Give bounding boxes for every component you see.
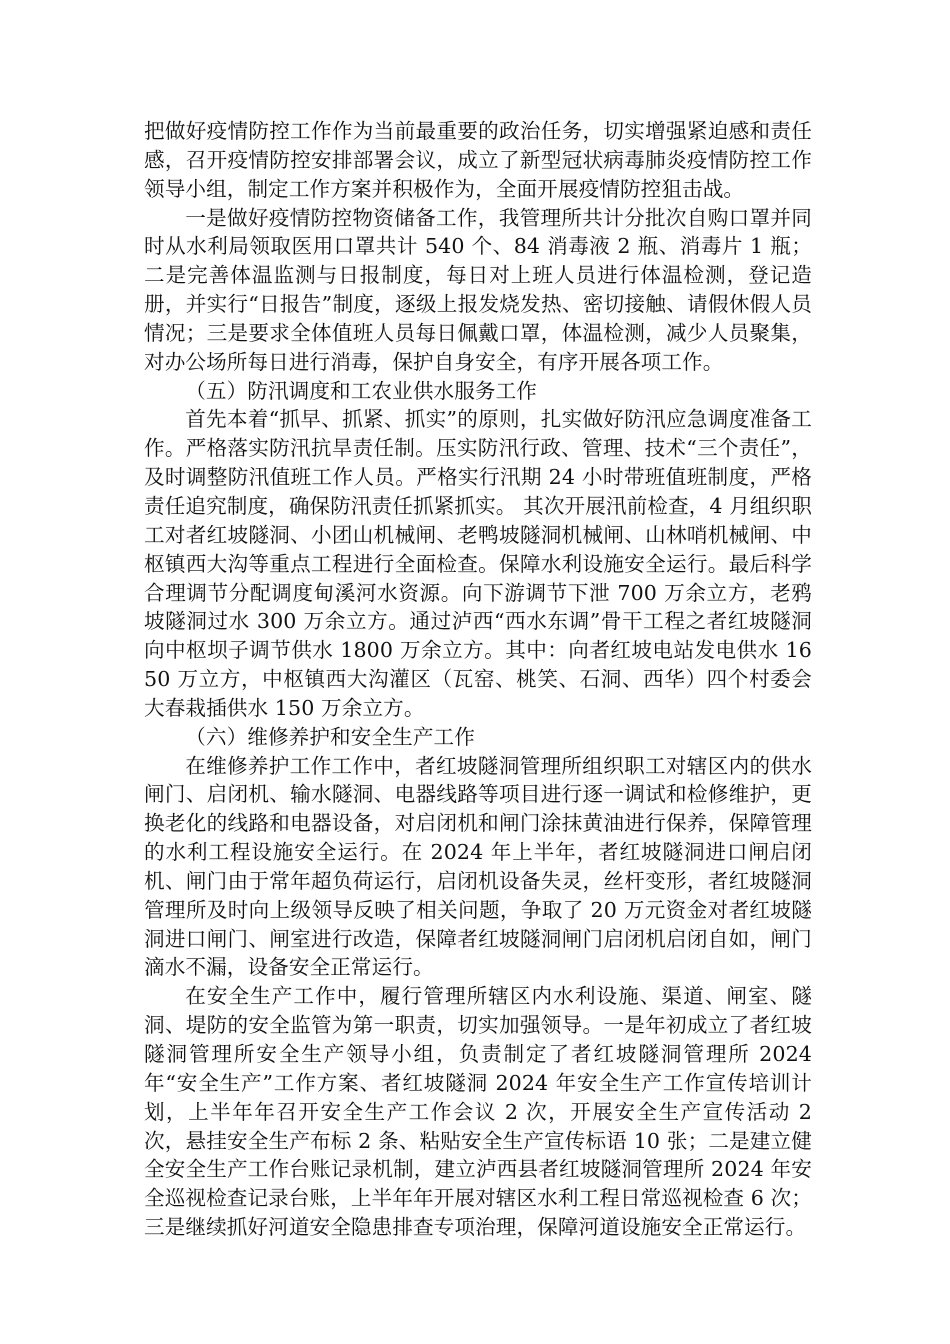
section-heading-flood-control: （五）防汛调度和工农业供水服务工作 [185, 378, 537, 403]
paragraph-safety-production: 在安全生产工作中，履行管理所辖区内水利设施、渠道、闸室、隧洞、堤防的安全监管为第一职责，切实加强领导。一是年初成立了者红坡隧洞管理所安全生产领导小组，负责制定了者红坡隧洞管理所 2024 年“安全生产”工作方案、者红坡隧洞 2024 年安全生产工作宣传培训计划，上半年年召开安全生产工作会议 2 次，开展安全生产宣传活动 2 次，悬挂安全生产布标 2 条、粘贴安全生产宣传标语 10 张；二是建立健全安全生产工作台账记录机制，建立泸西县者红坡隧洞管理所 2024 年安全巡视检查记录台账，上半年年开展对辖区水利工程日常巡视检查 6 次；三是继续抓好河道安全隐患排查专项治理，保障河道设施安全正常运行。 [144, 984, 812, 1240]
document-body [144, 117, 812, 1242]
paragraph-epidemic-measures: 一是做好疫情防控物资储备工作，我管理所共计分批次自购口罩并同时从水利局领取医用口罩共计 540 个、84 消毒液 2 瓶、消毒片 1 瓶；二是完善体温监测与日报制度，每日对上班人员进行体温检测，登记造册，并实行“日报告”制度，逐级上报发烧发热、密切接触、请假休假人员情况；三是要求全体值班人员每日佩戴口罩，体温检测，减少人员聚集，对办公场所每日进行消毒，保护自身安全，有序开展各项工作。 [144, 205, 812, 374]
paragraph-epidemic-intro: 把做好疫情防控工作作为当前最重要的政治任务，切实增强紧迫感和责任感，召开疫情防控安排部署会议，成立了新型冠状病毒肺炎疫情防控工作领导小组，制定工作方案并积极作为，全面开展疫情防控狙击战。 [144, 119, 812, 201]
section-heading-maintenance-safety: （六）维修养护和安全生产工作 [185, 724, 475, 749]
paragraph-maintenance: 在维修养护工作工作中，者红坡隧洞管理所组织职工对辖区内的供水闸门、启闭机、输水隧洞、电器线路等项目进行逐一调试和检修维护，更换老化的线路和电器设备，对启闭机和闸门涂抹黄油进行保养，保障管理的水利工程设施安全运行。在 2024 年上半年，者红坡隧洞进口闸启闭机、闸门由于常年超负荷运行，启闭机设备失灵，丝杆变形，者红坡隧洞管理所及时向上级领导反映了相关问题，争取了 20 万元资金对者红坡隧洞进口闸门、闸室进行改造，保障者红坡隧洞闸门启闭机启闭自如，闸门滴水不漏，设备安全正常运行。 [144, 753, 812, 980]
paragraph-flood-control: 首先本着“抓早、抓紧、抓实”的原则，扎实做好防汛应急调度准备工作。严格落实防汛抗旱责任制。压实防汛行政、管理、技术“三个责任”，及时调整防汛值班工作人员。严格实行汛期 24 小时带班值班制度，严格责任追究制度，确保防汛责任抓紧抓实。 其次开展汛前检查，4 月组织职工对者红坡隧洞、小团山机械闸、老鸭坡隧洞机械闸、山林哨机械闸、中枢镇西大沟等重点工程进行全面检查。保障水利设施安全运行。最后科学合理调节分配调度甸溪河水资源。向下游调节下泄 700 万余立方，老鸦坡隧洞过水 300 万余立方。通过泸西“西水东调”骨干工程之者红坡隧洞向中枢坝子调节供水 1800 万余立方。其中：向者红坡电站发电供水 1650 万立方，中枢镇西大沟灌区（瓦窑、桃笑、石洞、西华）四个村委会大春栽插供水 150 万余立方。 [144, 407, 812, 720]
